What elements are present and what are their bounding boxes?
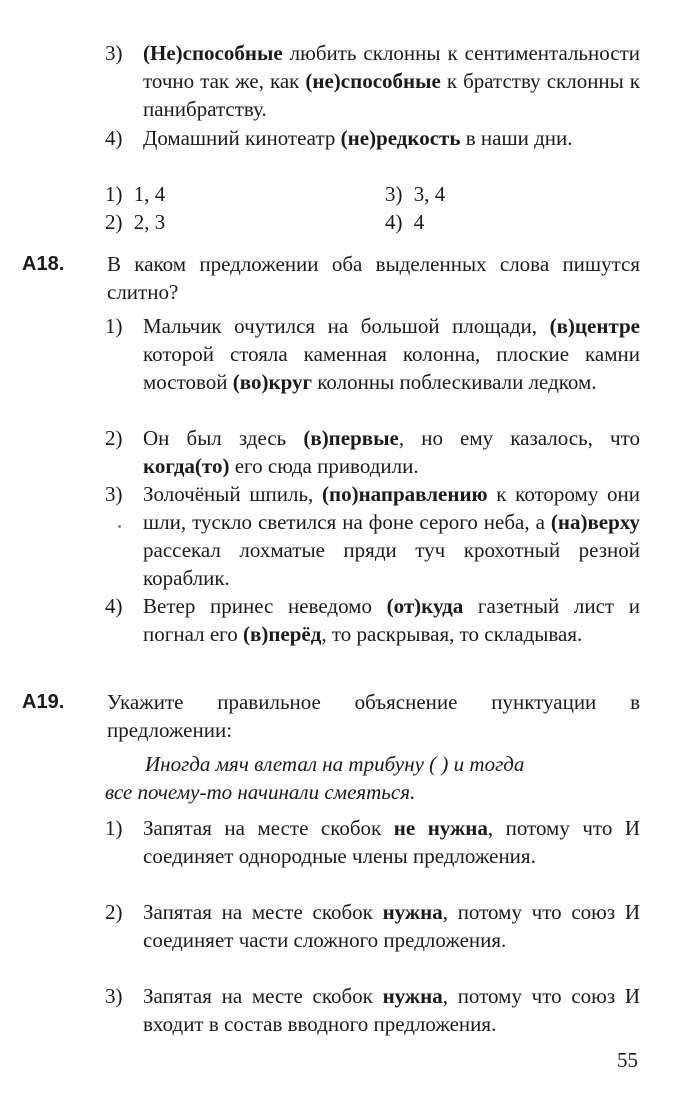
option-number: 1) (105, 314, 123, 338)
answer-number: 4) (385, 210, 403, 234)
task-number: А18. (22, 253, 65, 275)
option-text (143, 124, 640, 152)
task-number: А19. (22, 691, 65, 713)
bold-word: (по)направлению (321, 482, 488, 506)
option-number: 2) (105, 900, 123, 924)
a18-option-1 (105, 312, 640, 396)
text-run: Ветер принес неведомо (143, 594, 387, 618)
bold-word: нужна (382, 984, 443, 1008)
task-a19 (22, 688, 640, 744)
example-line: все почему-то начинали смеяться. (105, 780, 416, 804)
bold-word: (от)куда (386, 594, 464, 618)
option-number: 3) (105, 41, 123, 65)
bold-word: (в)центре (549, 314, 640, 338)
option-text (143, 39, 640, 123)
text-run: Запятая на месте скобок (143, 984, 383, 1008)
page-number: 55 (617, 1048, 638, 1072)
text-run: к которому они шли, тускло светился на фоне серого неба, а (143, 482, 640, 534)
bold-word: (во)круг (232, 370, 313, 394)
text-run: в наши дни. (460, 126, 573, 150)
a18-option-2 (105, 424, 640, 480)
prev-option-3 (105, 39, 640, 123)
prev-option-4 (105, 124, 640, 152)
text-run: Домашний кинотеатр (143, 126, 341, 150)
option-text (143, 592, 640, 648)
text-run: , но ему казалось, что (398, 426, 640, 450)
text-run: которой стояла каменная колонна, плоские камни мостовой (143, 342, 640, 394)
answer-value: 2, 3 (133, 210, 166, 234)
bold-word: (в)перёд (243, 622, 322, 646)
option-number: 4) (105, 594, 123, 618)
option-text (143, 424, 640, 480)
text-run: колонны поблескивали ледком. (312, 370, 597, 394)
bold-word: когда(то) (143, 454, 230, 478)
option-text (143, 814, 640, 870)
option-text (143, 982, 640, 1038)
answer-number: 2) (105, 210, 123, 234)
a18-option-4 (105, 592, 640, 648)
bold-word: не нужна (393, 816, 488, 840)
option-number: 1) (105, 816, 123, 840)
bold-word: (на)верху (550, 510, 640, 534)
option-number: 3) (105, 984, 123, 1008)
text-run: , потому что союз И входит в состав вводного предложения. (143, 984, 641, 1036)
answer-choice-1 (105, 180, 165, 208)
text-run: Золочёный шпиль, (143, 482, 322, 506)
text-run: , потому что И соединяет однородные члены предложения. (143, 816, 640, 868)
a19-option-2 (105, 898, 640, 954)
option-text (143, 898, 640, 954)
answer-choice-3 (385, 180, 445, 208)
task-question: В каком предложении оба выделенных слова пишутся слитно? (107, 252, 640, 304)
task-a18 (22, 250, 640, 306)
text-run: к братству склонны к панибратству. (143, 69, 640, 121)
text-run: рассекал лохматые пряди туч крохотный резной кораблик. (143, 538, 640, 590)
text-run: , то раскрывая, то складывая. (321, 622, 583, 646)
print-speck (118, 525, 121, 528)
answer-value: 4 (413, 210, 425, 234)
bold-word: (не)способные (305, 69, 441, 93)
task-question: Укажите правильное объяснение пунктуации в предложении: (107, 690, 640, 742)
example-sentence (105, 750, 640, 806)
text-run: любить склонны к сентиментальности точно так же, как (143, 41, 640, 93)
text-run: Запятая на месте скобок (143, 816, 394, 840)
a19-option-1 (105, 814, 640, 870)
text-run: газетный лист и погнал его (143, 594, 640, 646)
answer-choice-4 (385, 208, 424, 236)
answer-value: 1, 4 (133, 182, 166, 206)
option-number: 2) (105, 426, 123, 450)
option-text (143, 312, 640, 396)
option-text (143, 480, 640, 592)
a19-option-3 (105, 982, 640, 1038)
answer-number: 1) (105, 182, 123, 206)
bold-word: (Не)способные (143, 41, 283, 65)
example-line: Иногда мяч влетал на трибуну ( ) и тогда (145, 752, 525, 776)
option-number: 4) (105, 126, 123, 150)
option-number: 3) (105, 482, 123, 506)
text-run: , потому что союз И соединяет части сложного предложения. (143, 900, 641, 952)
text-run: Он был здесь (143, 426, 304, 450)
bold-word: нужна (382, 900, 443, 924)
answer-number: 3) (385, 182, 403, 206)
answer-choice-2 (105, 208, 165, 236)
answer-value: 3, 4 (413, 182, 446, 206)
text-run: его сюда приводили. (229, 454, 419, 478)
text-run: Мальчик очутился на большой площади, (143, 314, 550, 338)
text-run: Запятая на месте скобок (143, 900, 383, 924)
bold-word: (не)редкость (340, 126, 461, 150)
a18-option-3 (105, 480, 640, 592)
bold-word: (в)первые (303, 426, 399, 450)
